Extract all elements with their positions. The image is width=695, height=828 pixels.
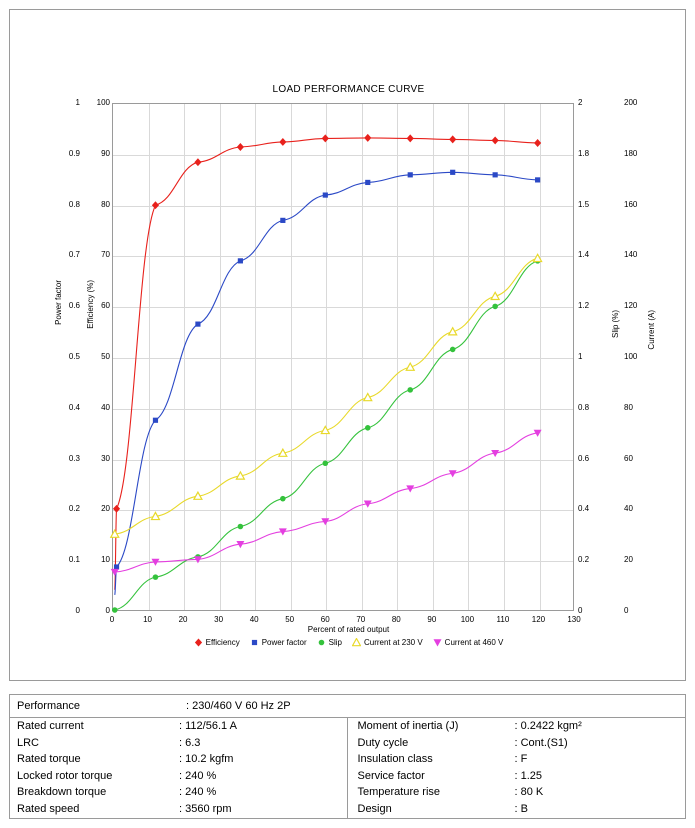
axis-label-slip: Slip (%) bbox=[611, 310, 620, 339]
spec-value: : 1.25 bbox=[514, 769, 543, 782]
spec-label: Breakdown torque bbox=[17, 786, 107, 799]
legend-item bbox=[317, 638, 342, 647]
legend-item bbox=[250, 638, 307, 647]
axis-label-efficiency: Efficiency (%) bbox=[86, 280, 95, 329]
axis-tick: 50 bbox=[285, 615, 295, 624]
series-marker bbox=[534, 254, 542, 261]
series-marker bbox=[322, 134, 329, 142]
axis-tick: 0.6 bbox=[578, 453, 590, 463]
axis-tick: 120 bbox=[531, 615, 546, 624]
axis-tick: 0 bbox=[624, 606, 629, 615]
plot-area bbox=[112, 103, 574, 611]
series-marker bbox=[194, 158, 201, 166]
axis-tick: 0.4 bbox=[68, 402, 80, 412]
spec-value: : 10.2 kgfm bbox=[179, 753, 234, 766]
spec-value: : 6.3 bbox=[179, 736, 201, 749]
legend-label: Efficiency bbox=[205, 638, 240, 647]
axis-label-power-factor: Power factor bbox=[54, 280, 63, 325]
axis-tick: 1.2 bbox=[578, 301, 590, 311]
spec-row bbox=[348, 768, 686, 785]
spec-label: Design bbox=[357, 802, 392, 815]
series-marker bbox=[450, 170, 455, 175]
axis-tick: 0.7 bbox=[68, 250, 80, 260]
series-line bbox=[115, 258, 538, 534]
performance-value: : 230/460 V 60 Hz 2P bbox=[186, 700, 291, 712]
series-marker bbox=[153, 418, 158, 423]
spec-table bbox=[9, 694, 686, 819]
series-marker bbox=[408, 172, 413, 177]
axis-tick: 10 bbox=[143, 615, 152, 624]
spec-label: Duty cycle bbox=[357, 736, 409, 749]
axis-tick: 100 bbox=[460, 615, 475, 624]
legend-item bbox=[352, 638, 423, 647]
spec-value: : 112/56.1 A bbox=[179, 720, 237, 733]
axis-tick: 80 bbox=[624, 402, 633, 412]
axis-tick: 10 bbox=[101, 555, 110, 565]
series-marker bbox=[449, 135, 456, 143]
spec-value: : Cont.(S1) bbox=[514, 736, 568, 749]
axis-tick: 20 bbox=[178, 615, 188, 624]
spec-label: Temperature rise bbox=[357, 786, 441, 799]
axis-tick: 0.6 bbox=[68, 301, 80, 311]
spec-row bbox=[10, 718, 347, 735]
series-line bbox=[115, 172, 538, 595]
axis-tick: 160 bbox=[624, 199, 638, 209]
spec-row bbox=[10, 768, 347, 785]
series-marker bbox=[492, 136, 499, 144]
axis-tick: 2 bbox=[578, 98, 583, 107]
chart-card bbox=[9, 9, 686, 681]
axis-tick: 0.3 bbox=[68, 453, 80, 463]
axis-tick: 20 bbox=[101, 504, 110, 514]
series-marker bbox=[238, 258, 243, 263]
legend-diamond-icon bbox=[194, 638, 203, 647]
axis-tick: 1.8 bbox=[578, 148, 590, 158]
legend-triangle-down-icon bbox=[433, 638, 442, 647]
axis-tick: 40 bbox=[624, 504, 633, 514]
axis-tick: 40 bbox=[249, 615, 259, 624]
axis-tick: 0 bbox=[109, 615, 115, 624]
series-marker bbox=[534, 139, 541, 147]
series-marker bbox=[112, 607, 118, 613]
axis-tick: 0.2 bbox=[68, 504, 80, 514]
axis-tick: 0.2 bbox=[578, 555, 590, 565]
series-marker bbox=[364, 134, 371, 142]
axis-tick: 0 bbox=[75, 606, 80, 615]
spec-value: : 0.2422 kgm² bbox=[514, 720, 582, 733]
legend-item bbox=[433, 638, 504, 647]
spec-row bbox=[10, 801, 347, 818]
spec-row bbox=[348, 801, 686, 818]
spec-row bbox=[348, 751, 686, 768]
series-layer bbox=[113, 104, 573, 610]
axis-tick: 0 bbox=[105, 606, 110, 615]
spec-row bbox=[10, 784, 347, 801]
axis-tick: 50 bbox=[101, 352, 110, 361]
axis-tick: 80 bbox=[101, 199, 110, 209]
axis-tick: 0.9 bbox=[68, 148, 80, 158]
series-marker bbox=[323, 192, 328, 197]
axis-tick: 100 bbox=[96, 98, 110, 107]
spec-value: : 240 % bbox=[179, 769, 217, 782]
series-marker bbox=[493, 172, 498, 177]
axis-tick: 20 bbox=[624, 555, 633, 565]
axis-tick: 0.8 bbox=[578, 402, 590, 412]
series-marker bbox=[280, 218, 285, 223]
performance-row bbox=[10, 695, 685, 718]
spec-value: : F bbox=[514, 753, 528, 766]
spec-label: Moment of inertia (J) bbox=[357, 720, 459, 733]
legend-circle-icon bbox=[317, 638, 326, 647]
legend-triangle-up-icon bbox=[352, 638, 361, 647]
series-marker bbox=[280, 496, 286, 502]
series-marker bbox=[450, 347, 456, 353]
spec-row bbox=[348, 718, 686, 735]
series-marker bbox=[365, 425, 371, 431]
axis-tick: 200 bbox=[624, 98, 638, 107]
axis-tick: 140 bbox=[624, 250, 638, 260]
series-marker bbox=[238, 524, 244, 530]
series-marker bbox=[279, 138, 286, 146]
spec-value: : 3560 rpm bbox=[179, 802, 232, 815]
spec-row bbox=[10, 751, 347, 768]
spec-column-right bbox=[348, 718, 686, 819]
chart-legend bbox=[10, 638, 687, 647]
legend-label: Slip bbox=[328, 638, 342, 647]
legend-label: Current at 460 V bbox=[444, 638, 504, 647]
axis-tick: 120 bbox=[624, 301, 638, 311]
axis-tick: 100 bbox=[624, 352, 638, 361]
spec-row bbox=[348, 784, 686, 801]
series-marker bbox=[535, 177, 540, 182]
axis-tick: 180 bbox=[624, 148, 638, 158]
performance-label: Performance bbox=[17, 700, 80, 712]
legend-item bbox=[194, 638, 240, 647]
axis-tick: 1 bbox=[578, 352, 583, 361]
axis-tick: 0 bbox=[578, 606, 583, 615]
spec-label: Rated current bbox=[17, 720, 84, 733]
axis-tick: 80 bbox=[391, 615, 401, 624]
series-marker bbox=[114, 564, 119, 569]
series-marker bbox=[492, 304, 498, 310]
axis-tick: 60 bbox=[624, 453, 633, 463]
axis-tick: 130 bbox=[567, 615, 581, 624]
series-marker bbox=[195, 322, 200, 327]
spec-value: : 80 K bbox=[514, 786, 544, 799]
axis-tick: 0.5 bbox=[68, 352, 80, 361]
axis-tick: 0.8 bbox=[68, 199, 80, 209]
spec-row bbox=[10, 735, 347, 752]
axis-tick: 60 bbox=[101, 301, 110, 311]
legend-label: Current at 230 V bbox=[363, 638, 423, 647]
axis-tick: 0.1 bbox=[68, 555, 80, 565]
series-marker bbox=[152, 201, 159, 209]
spec-label: Locked rotor torque bbox=[17, 769, 113, 782]
chart-title: LOAD PERFORMANCE CURVE bbox=[272, 84, 425, 95]
spec-label: Insulation class bbox=[357, 753, 433, 766]
spec-column-left bbox=[10, 718, 348, 819]
axis-tick: 40 bbox=[101, 402, 110, 412]
series-marker bbox=[237, 143, 244, 151]
series-marker bbox=[407, 387, 413, 393]
spec-label: Rated speed bbox=[17, 802, 80, 815]
series-marker bbox=[407, 134, 414, 142]
axis-tick: 0.4 bbox=[578, 504, 590, 514]
legend-label: Power factor bbox=[261, 638, 307, 647]
series-marker bbox=[153, 574, 159, 580]
x-axis-label: Percent of rated output bbox=[307, 625, 390, 634]
spec-label: Service factor bbox=[357, 769, 425, 782]
series-line bbox=[115, 433, 538, 572]
series-marker bbox=[113, 505, 120, 513]
axis-tick: 1 bbox=[75, 98, 80, 107]
series-marker bbox=[323, 460, 329, 466]
axis-tick: 1.5 bbox=[578, 199, 590, 209]
axis-tick: 90 bbox=[101, 148, 110, 158]
spec-row bbox=[348, 735, 686, 752]
spec-value: : 240 % bbox=[179, 786, 217, 799]
spec-label: LRC bbox=[17, 736, 40, 749]
legend-square-icon bbox=[250, 638, 259, 647]
axis-tick: 110 bbox=[496, 615, 510, 624]
axis-tick: 70 bbox=[101, 250, 110, 260]
spec-label: Rated torque bbox=[17, 753, 81, 766]
axis-label-current: Current (A) bbox=[647, 310, 656, 350]
axis-tick: 30 bbox=[101, 453, 110, 463]
series-marker bbox=[365, 180, 370, 185]
axis-tick: 30 bbox=[214, 615, 224, 624]
axis-tick: 90 bbox=[427, 615, 437, 624]
axis-tick: 70 bbox=[356, 615, 366, 624]
axis-tick: 60 bbox=[320, 615, 330, 624]
spec-value: : B bbox=[514, 802, 528, 815]
axis-tick: 1.4 bbox=[578, 250, 590, 260]
series-marker bbox=[111, 569, 119, 576]
